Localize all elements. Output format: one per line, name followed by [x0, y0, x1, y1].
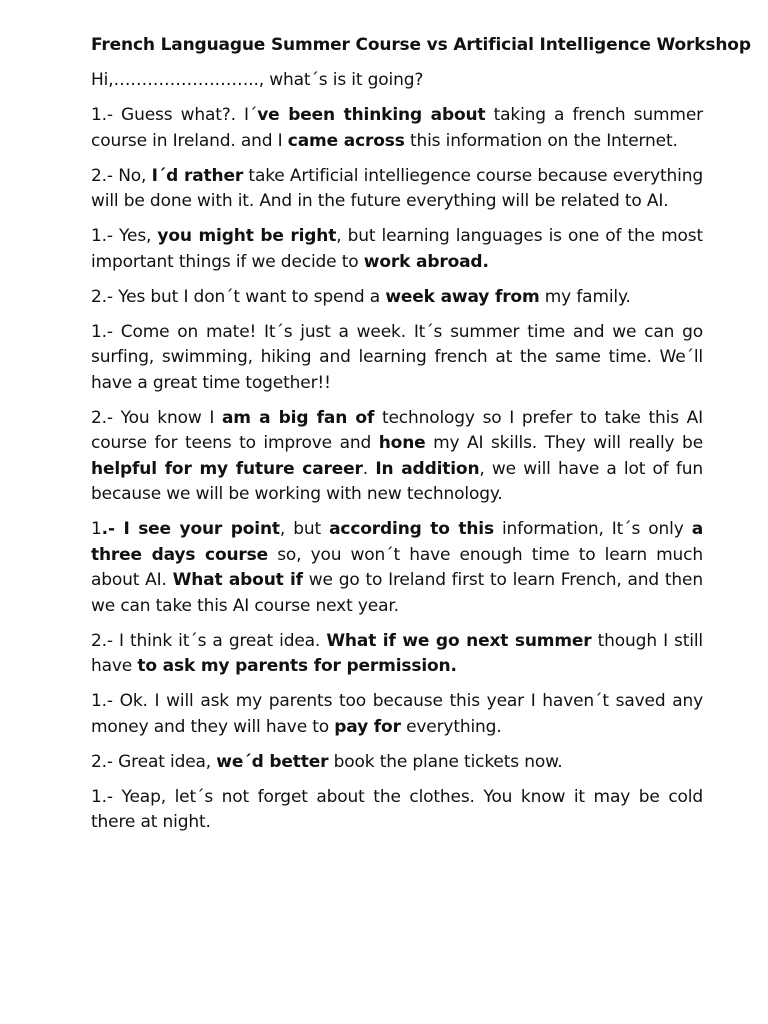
dialogue-paragraph: [91, 689, 703, 740]
text-run: we go to Ireland first to learn French, and then we can take this AI course next year.: [91, 570, 703, 616]
dialogue-paragraph: [91, 68, 703, 94]
text-run: 1.- Yes,: [91, 226, 158, 246]
text-run: everything.: [400, 716, 502, 737]
text-run: 1.- Yeap, let´s not forget about the clothes. You know it may be cold there at night.: [91, 786, 703, 832]
bold-phrase: to ask my parents for permission.: [137, 656, 457, 676]
dialogue-paragraph: [91, 629, 703, 680]
bold-phrase: we´d better: [216, 751, 329, 772]
text-run: 1.- Ok. I will ask my parents too because this year I haven´t saved any money and they will have to: [91, 691, 703, 737]
bold-phrase: helpful for my future career: [91, 458, 363, 479]
text-run: 1.- Guess what?. I´: [91, 105, 258, 125]
dialogue-paragraph: [91, 320, 703, 397]
text-run: taking a french summer course in Ireland. and I: [91, 105, 703, 151]
text-run: 2.- Yes but I don´t want to spend a: [91, 286, 386, 307]
text-run: .: [362, 458, 376, 479]
dialogue-paragraph: [91, 103, 703, 154]
bold-phrase: according to this: [329, 519, 494, 539]
bold-phrase: am a big fan of: [221, 407, 375, 428]
bold-phrase: work abroad.: [363, 251, 489, 272]
bold-phrase: I´d rather: [151, 165, 244, 186]
bold-phrase: What if we go next summer: [326, 630, 592, 651]
text-run: 1.- Come on mate! It´s just a week. It´s summer time and we can go surfing, swimming, hiking and learning french at the same time. We´ll have a great time together!!: [91, 321, 703, 393]
text-run: information, It´s only: [493, 519, 692, 539]
text-run: take Artificial intelliegence course because everything will be done with it. And in the future everything will be related to AI.: [91, 165, 704, 211]
text-run: 2.- Great idea,: [91, 751, 217, 772]
document-body: [91, 68, 703, 836]
document-title: French Languague Summer Course vs Artificial Intelligence Workshop: [91, 35, 751, 55]
text-run: 2.- I think it´s a great idea.: [91, 630, 327, 651]
bold-phrase: .- I see your point: [101, 519, 280, 539]
dialogue-paragraph: [91, 517, 703, 619]
text-run: my AI skills. They will really be: [425, 433, 704, 453]
document-page: [91, 33, 751, 845]
dialogue-paragraph: [91, 750, 703, 776]
bold-phrase: hone: [378, 433, 426, 453]
text-run: my family.: [539, 286, 631, 307]
text-run: so, you won´t have enough time to learn much about AI.: [91, 544, 703, 590]
dialogue-paragraph: [91, 785, 703, 836]
text-run: Hi,…………………….., what´s is it going?: [91, 70, 424, 90]
bold-phrase: In addition: [375, 458, 480, 479]
dialogue-paragraph: [91, 224, 703, 275]
bold-phrase: pay for: [334, 716, 401, 737]
bold-phrase: ve been thinking about: [257, 105, 486, 125]
text-run: , we will have a lot of fun because we will be working with new technology.: [91, 458, 703, 504]
dialogue-paragraph: [91, 164, 703, 215]
bold-phrase: came across: [287, 130, 405, 151]
bold-phrase: What about if: [172, 570, 303, 590]
text-run: this information on the Internet.: [404, 130, 678, 151]
dialogue-paragraph: [91, 406, 703, 508]
text-run: 1: [91, 519, 102, 539]
text-run: 2.- You know I: [91, 407, 222, 428]
text-run: technology so I prefer to take this AI course for teens to improve and: [91, 407, 703, 453]
bold-phrase: a three days course: [91, 519, 704, 565]
text-run: book the plane tickets now.: [328, 751, 563, 772]
bold-phrase: week away from: [385, 286, 540, 307]
text-run: , but: [279, 519, 330, 539]
text-run: , but learning languages is one of the most important things if we decide to: [91, 226, 703, 272]
text-run: though I still have: [91, 630, 703, 676]
dialogue-paragraph: [91, 285, 703, 311]
text-run: 2.- No,: [91, 165, 152, 186]
bold-phrase: you might be right: [157, 226, 337, 246]
